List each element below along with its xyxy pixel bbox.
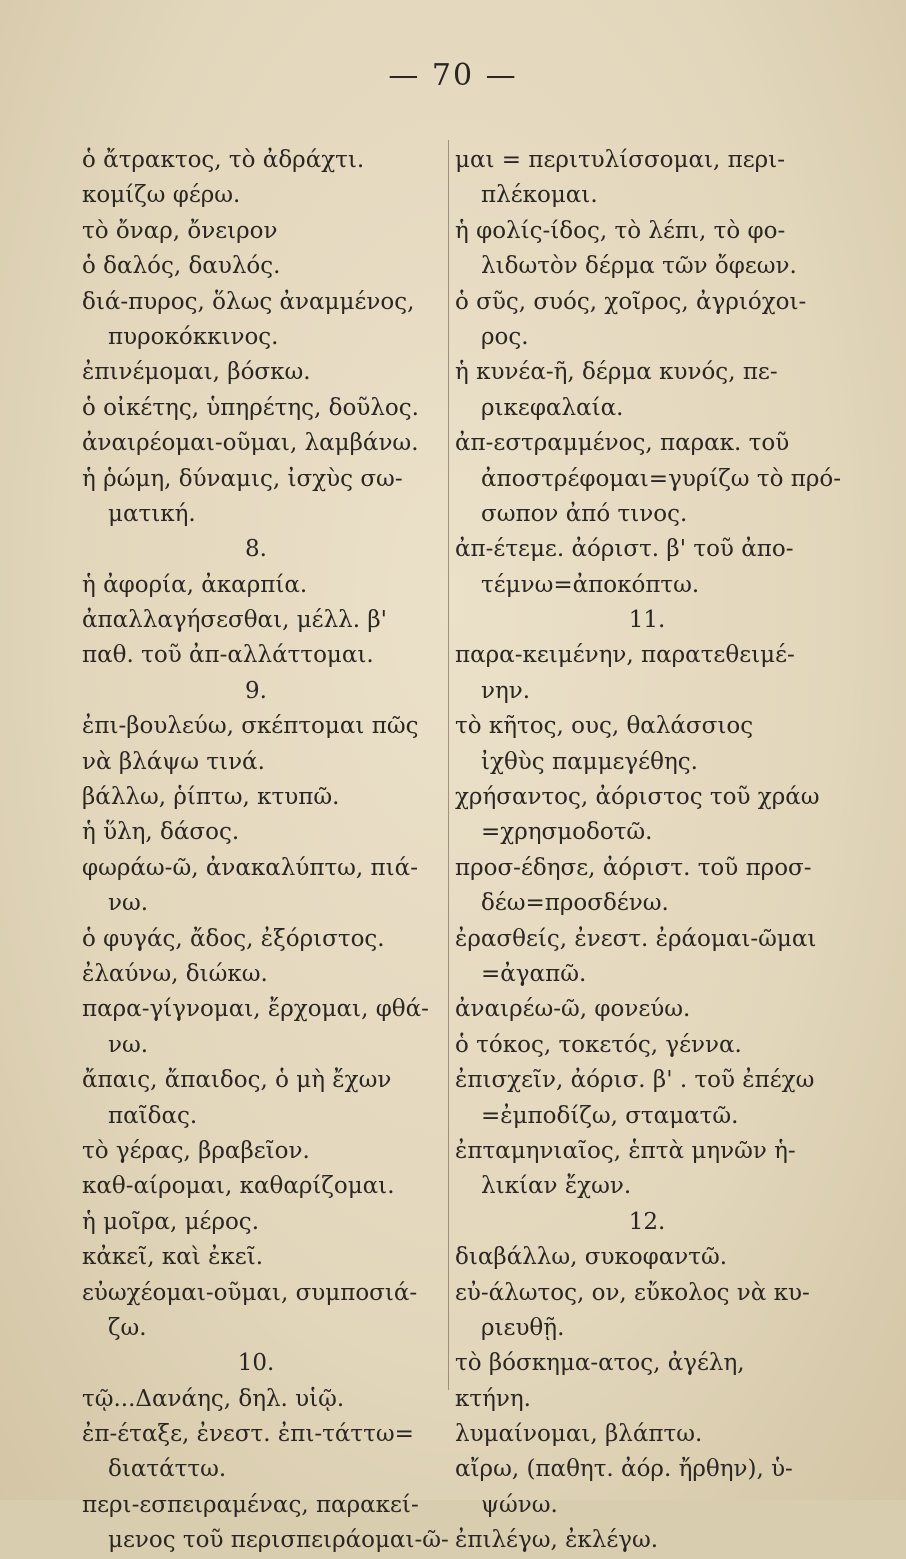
glossary-line: ὁ τόκος, τοκετός, γέννα. [455,1031,742,1058]
glossary-line: τέμνω=ἀποκόπτω. [481,571,700,598]
glossary-line: τῷ...Δανάης, δηλ. υἱῷ. [82,1385,345,1412]
glossary-line: χρήσαντος, ἀόριστος τοῦ χράω [455,784,820,811]
glossary-line: προσ-έδησε, ἀόριστ. τοῦ προσ- [455,854,812,881]
glossary-line: τὸ ὄναρ, ὄνειρον [82,217,278,244]
glossary-line: ρικεφαλαία. [481,394,624,421]
glossary-line: ἡ ῥώμη, δύναμις, ἰσχὺς σω- [82,465,403,492]
glossary-line: ἀποστρέφομαι=γυρίζω τὸ πρό- [481,465,842,492]
glossary-line: =χρησμοδοτῶ. [481,819,653,846]
glossary-line: =ἐμποδίζω, σταματῶ. [481,1102,739,1129]
glossary-line: ἀναιρέομαι-οῦμαι, λαμβάνω. [82,430,419,457]
glossary-line: ἰχθὺς παμμεγέθης. [481,748,698,775]
glossary-line: πλέκομαι. [481,182,598,209]
glossary-line: μενος τοῦ περισπειράομαι-ῶ- [108,1527,449,1554]
glossary-line: φωράω-ῶ, ἀνακαλύπτω, πιά- [82,854,418,881]
glossary-line: ἀπαλλαγήσεσθαι, μέλλ. β' [82,607,387,634]
glossary-line: ματική. [108,500,196,527]
glossary-line: ἐπισχεῖν, ἀόρισ. β' . τοῦ ἐπέχω [455,1067,815,1094]
section-number: 10. [237,1350,275,1377]
glossary-line: αἴρω, (παθητ. ἀόρ. ἤρθην), ὑ- [455,1456,793,1483]
glossary-line: ρος. [481,323,529,350]
glossary-line: δέω=προσδένω. [481,890,669,917]
glossary-line: παρα-κειμένην, παρατεθειμέ- [455,642,795,669]
glossary-line: ὁ σῦς, συός, χοῖρος, ἀγριόχοι- [455,288,807,315]
section-number: 8. [245,536,267,563]
glossary-line: λυμαίνομαι, βλάπτω. [455,1421,703,1448]
glossary-line: ὁ ἄτρακτος, τὸ ἀδράχτι. [82,147,365,173]
glossary-line: ψώνω. [481,1491,558,1518]
glossary-line: ἐπ-έταξε, ἐνεστ. ἐπι-τάττω= [82,1421,414,1448]
glossary-line: περι-εσπειραμένας, παρακεί- [82,1491,419,1518]
section-number: 11. [628,607,666,634]
glossary-line: ἐρασθείς, ἐνεστ. ἐράομαι-ῶμαι [455,925,817,952]
glossary-line: ἐπινέμομαι, βόσκω. [82,359,311,386]
glossary-line: μαι = περιτυλίσσομαι, περι- [455,147,785,173]
glossary-line: ἀπ-έτεμε. ἀόριστ. β' τοῦ ἀπο- [455,536,794,563]
page-number: — 70 — [388,58,518,93]
glossary-line: ὁ φυγάς, ἄδος, ἐξόριστος. [82,925,385,952]
glossary-line: ἐλαύνω, διώκω. [82,960,268,987]
glossary-line: ἡ φολίς-ίδος, τὸ λέπι, τὸ φο- [455,217,786,244]
glossary-line: πυροκόκκινος. [108,323,279,350]
glossary-line: ἡ κυνέα-ῆ, δέρμα κυνός, πε- [455,359,778,386]
glossary-line: καθ-αίρομαι, καθαρίζομαι. [82,1173,395,1200]
glossary-line: σωπον ἀπό τινος. [481,500,688,527]
glossary-line: ζω. [108,1314,147,1341]
glossary-line: διά-πυρος, ὅλως ἀναμμένος, [82,288,415,315]
glossary-line: νὰ βλάψω τινά. [82,748,265,775]
glossary-line: κομίζω φέρω. [82,182,241,209]
glossary-line: ὁ οἰκέτης, ὑπηρέτης, δοῦλος. [82,394,419,421]
glossary-line: ἡ μοῖρα, μέρος. [82,1208,260,1235]
section-number: 9. [245,677,267,704]
glossary-line: εὐ-άλωτος, ον, εὔκολος νὰ κυ- [455,1279,810,1306]
glossary-line: ὁ δαλός, δαυλός. [82,253,281,280]
glossary-line: τὸ γέρας, βραβεῖον. [82,1137,310,1164]
glossary-line: διαβάλλω, συκοφαντῶ. [455,1244,728,1271]
glossary-line: βάλλω, ῥίπτω, κτυπῶ. [82,784,340,811]
glossary-line: ἐπι-βουλεύω, σκέπτομαι πῶς [82,713,419,740]
glossary-line: λικίαν ἔχων. [481,1173,632,1200]
glossary-line: ἄπαις, ἄπαιδος, ὁ μὴ ἔχων [82,1067,392,1094]
glossary-line: διατάττω. [108,1456,227,1483]
glossary-line: λιδωτὸν δέρμα τῶν ὄφεων. [481,253,797,280]
glossary-line: =ἀγαπῶ. [481,960,587,987]
glossary-line: νω. [108,1031,149,1058]
glossary-line: νω. [108,890,149,917]
left-column [82,143,462,1559]
glossary-line: ἡ ὕλη, δάσος. [82,819,240,846]
glossary-line: παῖδας. [108,1102,198,1129]
right-column [455,143,855,1559]
glossary-line: παρα-γίγνομαι, ἔρχομαι, φθά- [82,996,429,1023]
glossary-line: τὸ βόσκημα-ατος, ἀγέλη, [455,1350,745,1377]
glossary-line: παθ. τοῦ ἀπ-αλλάττομαι. [82,642,374,669]
glossary-line: ἀναιρέω-ῶ, φονεύω. [455,996,691,1023]
glossary-line: τὸ κῆτος, ους, θαλάσσιος [455,713,754,740]
glossary-line: ριευθῇ. [481,1314,565,1341]
glossary-line: ἀπ-εστραμμένος, παρακ. τοῦ [455,430,790,457]
glossary-line: κἀκεῖ, καὶ ἐκεῖ. [82,1244,264,1271]
glossary-line: νην. [481,677,531,704]
section-number: 12. [628,1208,666,1235]
glossary-line: ἡ ἀφορία, ἀκαρπία. [82,571,308,598]
glossary-line: εὐωχέομαι-οῦμαι, συμποσιά- [82,1279,418,1306]
glossary-line: κτήνη. [455,1385,531,1412]
glossary-line: ἐπταμηνιαῖος, ἑπτὰ μηνῶν ἡ- [455,1137,796,1164]
glossary-line: ἐπιλέγω, ἐκλέγω. [455,1527,659,1554]
